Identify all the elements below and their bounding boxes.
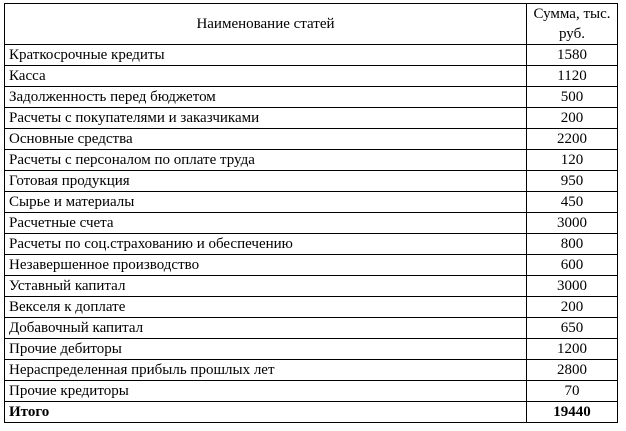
- row-name: Сырье и материалы: [5, 192, 527, 213]
- row-value: 70: [527, 381, 618, 402]
- balance-items-table: [4, 3, 618, 423]
- row-name: Нераспределенная прибыль прошлых лет: [5, 360, 527, 381]
- table-row: [5, 87, 618, 108]
- row-value: 800: [527, 234, 618, 255]
- row-name: Добавочный капитал: [5, 318, 527, 339]
- table-row: [5, 45, 618, 66]
- row-value: 1120: [527, 66, 618, 87]
- table-row: [5, 276, 618, 297]
- total-label: Итого: [5, 402, 527, 423]
- table-row: [5, 339, 618, 360]
- row-name: Прочие дебиторы: [5, 339, 527, 360]
- row-value: 950: [527, 171, 618, 192]
- row-value: 200: [527, 297, 618, 318]
- row-name: Расчеты с покупателями и заказчиками: [5, 108, 527, 129]
- table-row: [5, 360, 618, 381]
- row-value: 450: [527, 192, 618, 213]
- table-row: [5, 108, 618, 129]
- row-name: Расчетные счета: [5, 213, 527, 234]
- row-name: Уставный капитал: [5, 276, 527, 297]
- row-name: Готовая продукция: [5, 171, 527, 192]
- row-value: 3000: [527, 213, 618, 234]
- row-name: Расчеты по соц.страхованию и обеспечению: [5, 234, 527, 255]
- row-name: Касса: [5, 66, 527, 87]
- table-header-row: [5, 4, 618, 45]
- row-name: Прочие кредиторы: [5, 381, 527, 402]
- row-name: Задолженность перед бюджетом: [5, 87, 527, 108]
- total-row: [5, 402, 618, 423]
- row-value: 600: [527, 255, 618, 276]
- table-row: [5, 171, 618, 192]
- table-row: [5, 192, 618, 213]
- table-row: [5, 318, 618, 339]
- row-value: 3000: [527, 276, 618, 297]
- table-row: [5, 129, 618, 150]
- row-value: 1200: [527, 339, 618, 360]
- row-value: 200: [527, 108, 618, 129]
- table-row: [5, 297, 618, 318]
- row-value: 120: [527, 150, 618, 171]
- table-row: [5, 381, 618, 402]
- row-name: Основные средства: [5, 129, 527, 150]
- table-row: [5, 255, 618, 276]
- row-value: 1580: [527, 45, 618, 66]
- row-value: 650: [527, 318, 618, 339]
- total-value: 19440: [527, 402, 618, 423]
- row-name: Незавершенное производство: [5, 255, 527, 276]
- table-row: [5, 213, 618, 234]
- row-name: Краткосрочные кредиты: [5, 45, 527, 66]
- row-value: 2200: [527, 129, 618, 150]
- row-name: Векселя к доплате: [5, 297, 527, 318]
- table-row: [5, 150, 618, 171]
- table-row: [5, 234, 618, 255]
- header-amount: Сумма, тыс. руб.: [527, 4, 618, 45]
- row-name: Расчеты с персоналом по оплате труда: [5, 150, 527, 171]
- table-row: [5, 66, 618, 87]
- row-value: 500: [527, 87, 618, 108]
- row-value: 2800: [527, 360, 618, 381]
- header-item-name: Наименование статей: [5, 4, 527, 45]
